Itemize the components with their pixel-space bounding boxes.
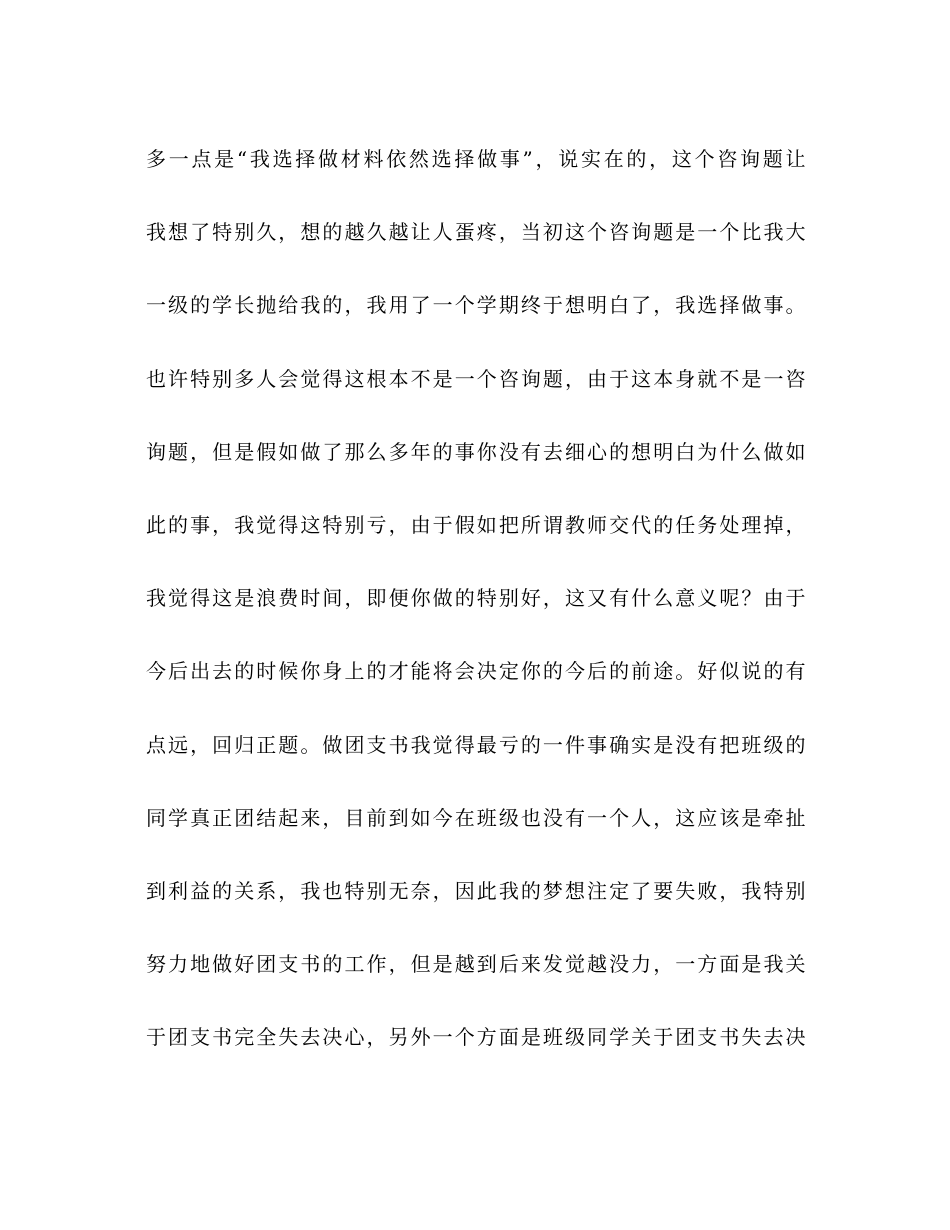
text-line-4: 也许特别多人会觉得这根本不是一个咨询题，由于这本身就不是一咨 [146, 366, 806, 391]
text-line-13: 于团支书完全失去决心，另外一个方面是班级同学关于团支书失去决 [146, 1025, 806, 1050]
text-line-8: 今后出去的时候你身上的才能将会决定你的今后的前途。好似说的有 [146, 659, 806, 684]
text-line-3: 一级的学长抛给我的，我用了一个学期终于想明白了，我选择做事。 [146, 293, 806, 318]
text-line-5: 询题，但是假如做了那么多年的事你没有去细心的想明白为什么做如 [146, 439, 806, 464]
text-line-10: 同学真正团结起来，目前到如今在班级也没有一个人，这应该是牵扯 [146, 805, 806, 830]
text-line-11: 到利益的关系，我也特别无奈，因此我的梦想注定了要失败，我特别 [146, 878, 806, 903]
body-paragraph [146, 139, 806, 1090]
text-line-9: 点远，回归正题。做团支书我觉得最亏的一件事确实是没有把班级的 [146, 732, 806, 757]
text-line-1: 多一点是“我选择做材料依然选择做事”，说实在的，这个咨询题让 [146, 147, 806, 171]
text-line-6: 此的事，我觉得这特别亏，由于假如把所谓教师交代的任务处理掉， [146, 512, 806, 537]
text-line-2: 我想了特别久，想的越久越让人蛋疼，当初这个咨询题是一个比我大 [146, 220, 806, 245]
text-line-12: 努力地做好团支书的工作，但是越到后来发觉越没力，一方面是我关 [146, 952, 806, 977]
text-line-7: 我觉得这是浪费时间，即便你做的特别好，这又有什么意义呢？由于 [146, 586, 806, 611]
